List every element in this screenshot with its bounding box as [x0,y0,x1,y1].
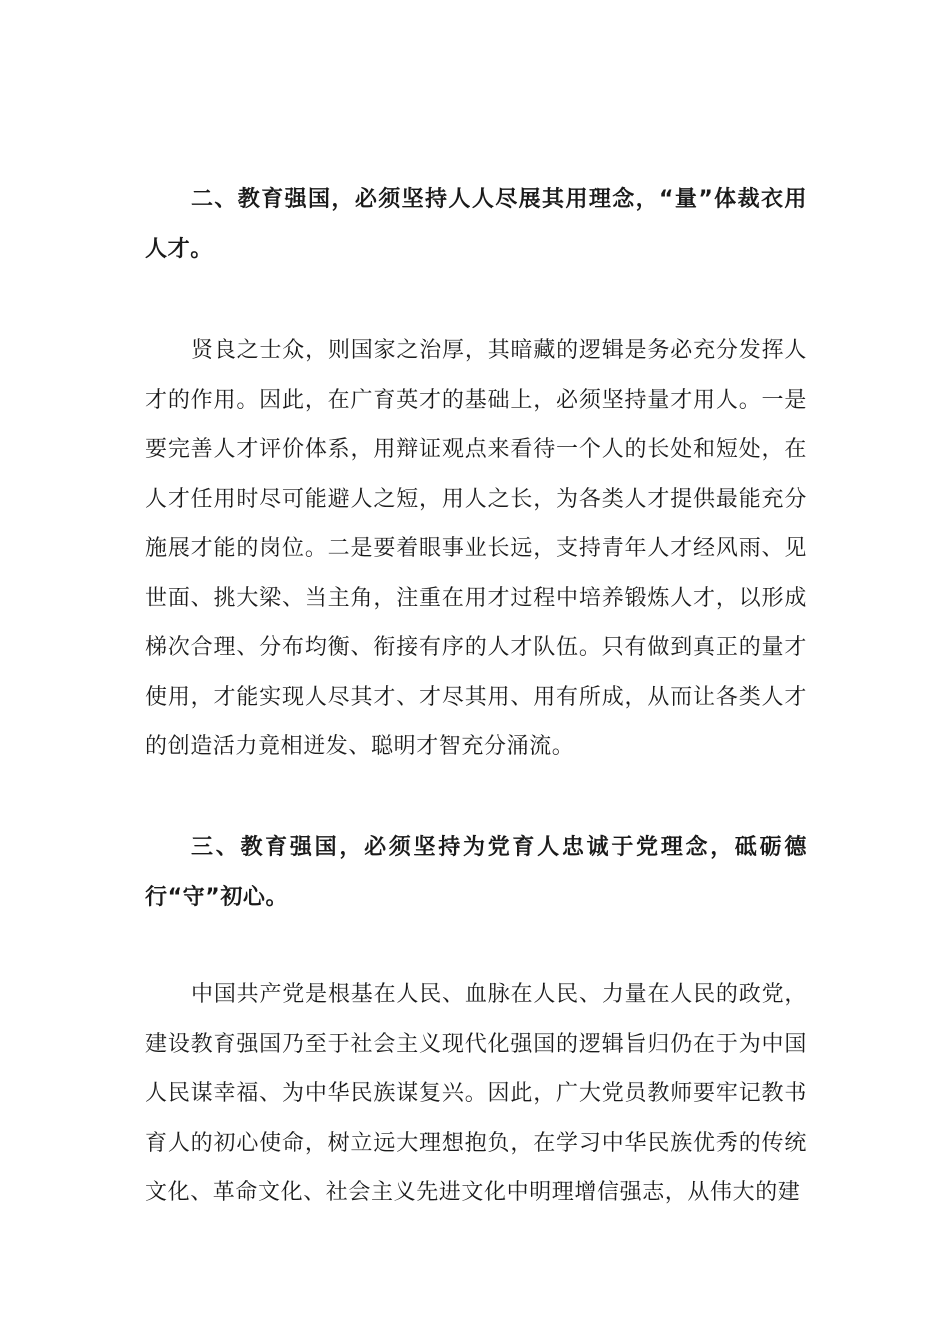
section-heading-two [145,175,807,274]
section-paragraph-three-text: 中国共产党是根基在人民、血脉在人民、力量在人民的政党，建设教育强国乃至于社会主义现代化强国的逻辑旨归仍在于为中国人民谋幸福、为中华民族谋复兴。因此，广大党员教师要牢记教书育人的初心使命，树立远大理想抱负，在学习中华民族优秀的传统文化、革命文化、社会主义先进文化中明理增信强志，从伟大的建 [145,982,807,1205]
section-heading-two-text: 二、教育强国，必须坚持人人尽展其用理念，“量”体裁衣用人才。 [145,187,807,262]
section-paragraph-two [145,326,807,772]
section-paragraph-two-text: 贤良之士众，则国家之治厚，其暗藏的逻辑是务必充分发挥人才的作用。因此，在广育英才的基础上，必须坚持量才用人。一是要完善人才评价体系，用辩证观点来看待一个人的长处和短处，在人才任用时尽可能避人之短，用人之长，为各类人才提供最能充分施展才能的岗位。二是要着眼事业长远，支持青年人才经风雨、见世面、挑大梁、当主角，注重在用才过程中培养锻炼人才，以形成梯次合理、分布均衡、衔接有序的人才队伍。只有做到真正的量才使用，才能实现人尽其才、才尽其用、用有所成，从而让各类人才的创造活力竟相迸发、聪明才智充分涌流。 [145,338,807,759]
section-paragraph-three [145,970,807,1218]
section-heading-three [145,823,807,922]
section-heading-three-text: 三、教育强国，必须坚持为党育人忠诚于党理念，砥砺德行“守”初心。 [145,835,807,910]
